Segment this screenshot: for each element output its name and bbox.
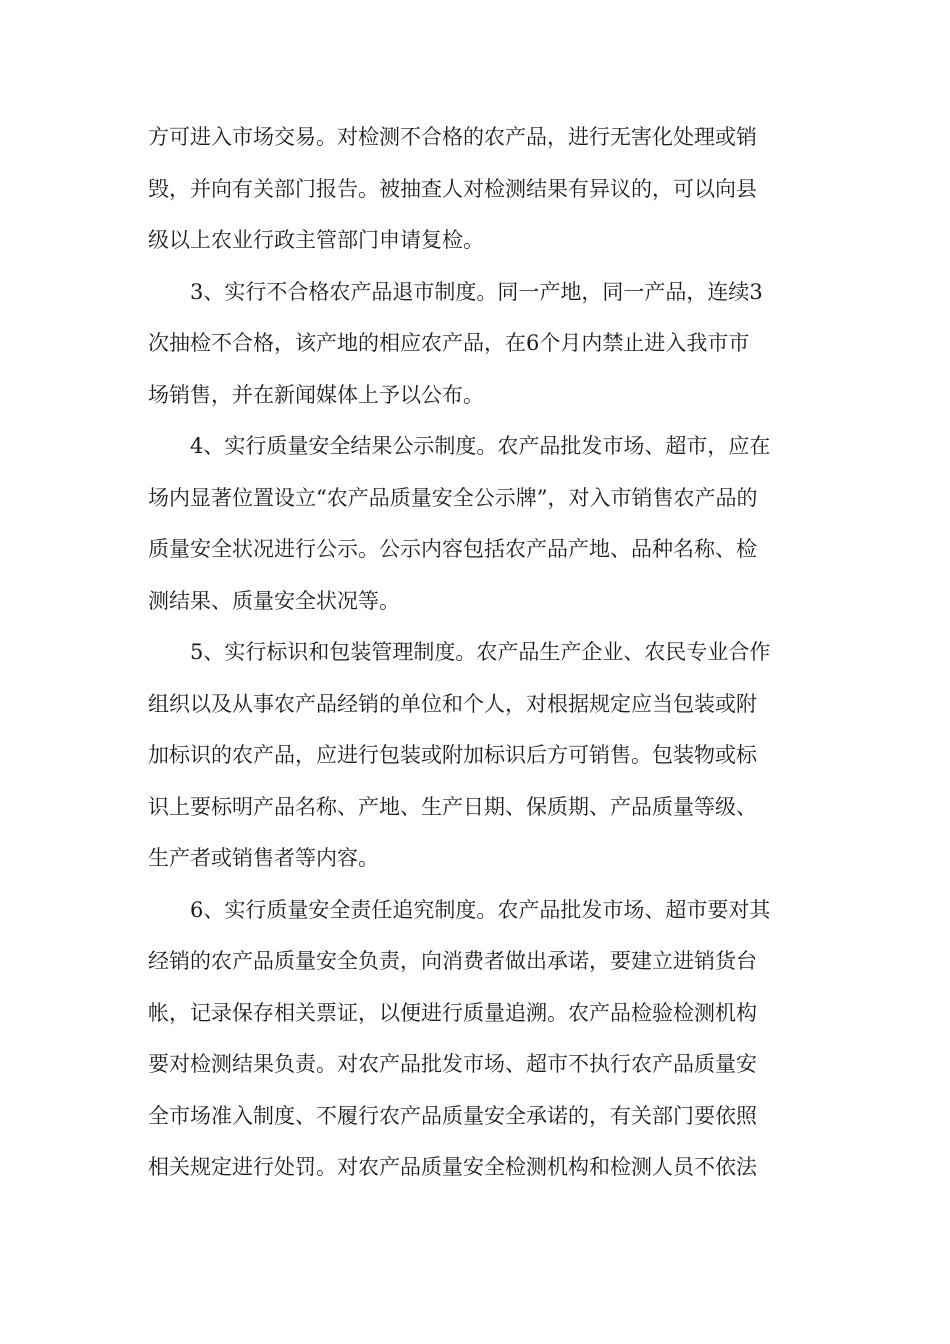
text-line: 识上要标明产品名称、产地、生产日期、保质期、产品质量等级、 <box>148 794 757 819</box>
paragraph-1 <box>148 112 808 267</box>
text-line: 次抽检不合格，该产地的相应农产品，在6个月内禁止进入我市市 <box>148 331 750 355</box>
text-line: 方可进入市场交易。对检测不合格的农产品，进行无害化处理或销 <box>148 125 757 149</box>
text-line: 5、实行标识和包装管理制度。农产品生产企业、农民专业合作 <box>190 640 771 664</box>
text-line: 组织以及从事农产品经销的单位和个人，对根据规定应当包装或附 <box>148 691 757 716</box>
text-line: 毁，并向有关部门报告。被抽查人对检测结果有异议的，可以向县 <box>148 176 757 201</box>
text-line: 加标识的农产品，应进行包装或附加标识后方可销售。包装物或标 <box>148 743 757 767</box>
text-line: 测结果、质量安全状况等。 <box>148 588 400 613</box>
text-line: 3、实行不合格农产品退市制度。同一产地，同一产品，连续3 <box>190 279 763 304</box>
document-body <box>148 112 808 1194</box>
text-line: 级以上农业行政主管部门申请复检。 <box>148 228 484 252</box>
text-line: 场内显著位置设立“农产品质量安全公示牌”，对入市销售农产品的 <box>148 485 758 510</box>
text-line: 帐，记录保存相关票证，以便进行质量追溯。农产品检验检测机构 <box>148 1000 757 1025</box>
text-line: 要对检测结果负责。对农产品批发市场、超市不执行农产品质量安 <box>148 1052 757 1076</box>
text-line: 场销售，并在新闻媒体上予以公布。 <box>148 382 484 407</box>
text-line: 全市场准入制度、不履行农产品质量安全承诺的，有关部门要依照 <box>148 1103 757 1128</box>
text-line: 质量安全状况进行公示。公示内容包括农产品产地、品种名称、检 <box>148 537 757 561</box>
text-line: 经销的农产品质量安全负责，向消费者做出承诺，要建立进销货台 <box>148 949 757 973</box>
paragraph-2 <box>148 267 808 422</box>
paragraph-4 <box>148 627 808 885</box>
text-line: 4、实行质量安全结果公示制度。农产品批发市场、超市，应在 <box>190 434 771 458</box>
text-line: 6、实行质量安全责任追究制度。农产品批发市场、超市要对其 <box>190 897 771 922</box>
text-line: 相关规定进行处罚。对农产品质量安全检测机构和检测人员不依法 <box>148 1155 757 1179</box>
paragraph-5 <box>148 885 808 1194</box>
text-line: 生产者或销售者等内容。 <box>148 846 379 870</box>
paragraph-3 <box>148 421 808 627</box>
